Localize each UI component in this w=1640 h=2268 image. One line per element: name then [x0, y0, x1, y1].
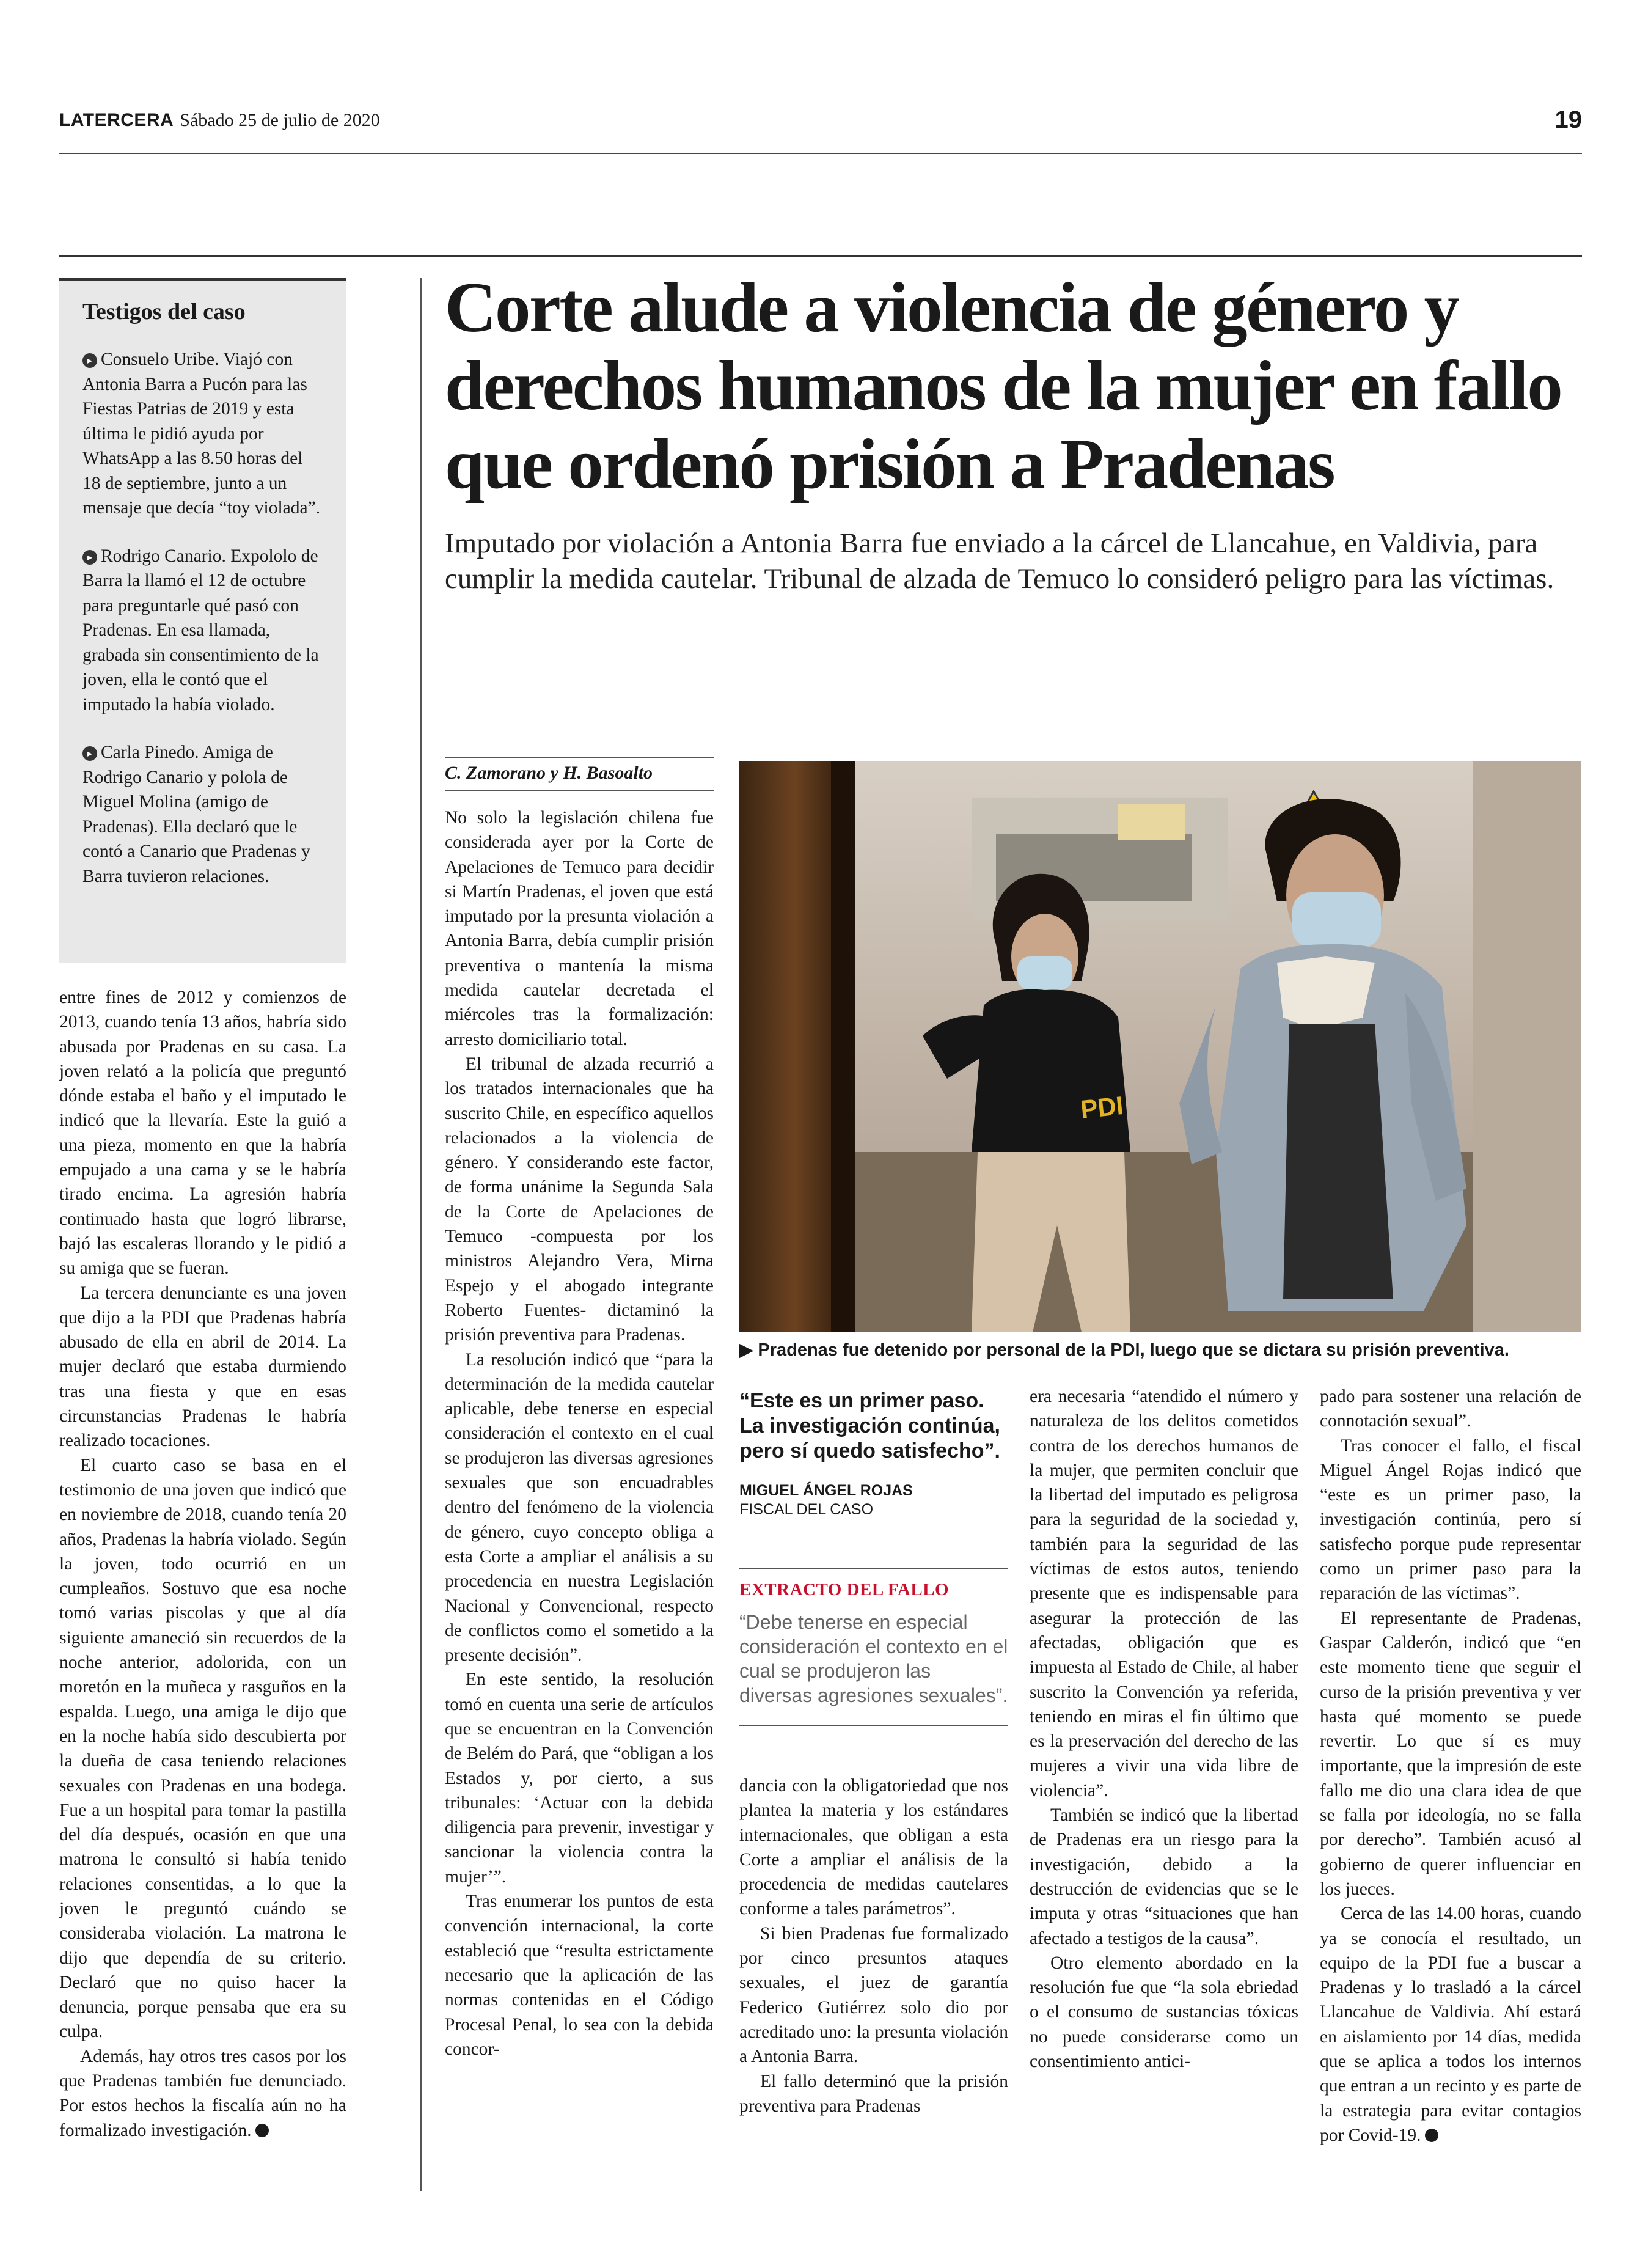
caption-arrow-icon: ▶ [739, 1340, 758, 1360]
header-rule [59, 153, 1582, 154]
paragraph: El cuarto caso se basa en el testimonio de una joven que indicó que en noviembre de 2018, cuando tenía 20 años, Pradenas la habría violado. Según la joven, todo ocurrió en un cumpleaños. Sostuvo que esa noche tomó varias piscolas y que al día siguiente amaneció sin recuerdos de la noche anterior, adolorida, con un moretón en la muñeca y rasguños en la espalda. Luego, una amiga le dijo que en la noche había sido descubierta por la dueña de casa teniendo relaciones sexuales con Pradenas en una bodega. Fue a un hospital para tomar la pastilla del día después, ocasión en que una matrona le consultó si había tenido relaciones consentidas, a lo que la joven le preguntó cuándo se consideraba violación. La matrona le dijo que dependía de su criterio. Declaró que no quiso hacer la denuncia, porque pensaba que era su culpa. [59, 1455, 346, 2042]
sidebar-title: Testigos del caso [82, 299, 246, 325]
paragraph: era necesaria “atendido el número y naturaleza de los delitos cometidos contra de los derechos humanos de la mujer, que permiten concluir que la libertad del imputado es peligrosa para la seguridad de la sociedad y, también para la seguridad de las víctimas de estos autos, teniendo presente que es indispensable para asegurar la protección de las afectadas, obligación que es impuesta al Estado de Chile, al haber suscrito la Convención ya referida, teniendo en miras el fin último que es la preservación del derecho de las mujeres a vivir una vida libre de violencia”. [1030, 1387, 1298, 1800]
article-column-2 [445, 806, 714, 2061]
article-column-3 [739, 1774, 1008, 2118]
paragraph: Cerca de las 14.00 horas, cuando ya se conocía el resultado, un equipo de la PDI fue a buscar a Pradenas y lo trasladó a la cárcel Llancahue de Valdivia. Ahí estará en aislamiento por 14 días, medida que se aplica a todos los internos que entran a un recinto y es parte de la estrategia para evitar contagios por Covid-19. [1320, 1904, 1581, 2145]
column-divider [420, 278, 422, 2191]
paragraph: Tras conocer el fallo, el fiscal Miguel Ángel Rojas indicó que “este es un primer paso, la investigación continúa, pero sí satisfecho porque pude representar como un primer paso para la reparación de las víctimas”. [1320, 1436, 1581, 1604]
paragraph: El fallo determinó que la prisión preventiva para Pradenas [739, 2071, 1008, 2116]
witnesses-sidebar [59, 278, 346, 963]
ruling-extract [739, 1568, 1008, 1726]
article-column-4 [1030, 1384, 1298, 2074]
pdi-vest-label: PDI [1079, 1090, 1125, 1124]
paragraph: dancia con la obligatoriedad que nos plantea la materia y los estándares internacionales, que obligan a esta Corte a ampliar el análisis de la procedencia de medidas cautelares conforme a tales parámetros”. [739, 1776, 1008, 1919]
photo-caption: ▶ Pradenas fue detenido por personal de la PDI, luego que se dictara su prisión preventiva. [739, 1340, 1509, 1360]
newspaper-brand: LATERCERA [59, 110, 174, 130]
sidebar-entry: ▸ Rodrigo Canario. Expololo de Barra la llamó el 12 de octubre para preguntarle qué pasó con Pradenas. En esa llamada, grabada sin consentimiento de la joven, ella le contó que el imputado la había violado. [82, 546, 319, 714]
paragraph: Tras enumerar los puntos de esta convención internacional, la corte estableció que “resulta estrictamente necesario que la aplicación de las normas contenidas en el Código Procesal Penal, lo sea con la debida concor- [445, 1892, 714, 2059]
paragraph: Otro elemento abordado en la resolución fue que “la sola ebriedad o el consumo de sustancias tóxicas no puede considerarse como un consentimiento antici- [1030, 1953, 1298, 2072]
paragraph: En este sentido, la resolución tomó en cuenta una serie de artículos que se encuentran en la Convención de Belém do Pará, que “obligan a los Estados y, por cierto, a sus tribunales: ‘Actuar con la debida diligencia para prevenir, investigar y sancionar la violencia contra la mujer’”. [445, 1670, 714, 1887]
pull-quote-text: “Este es un primer paso. La investigación continúa, pero sí quedo satisfecho”. [739, 1389, 1000, 1462]
paragraph: entre fines de 2012 y comienzos de 2013, cuando tenía 13 años, habría sido abusada por Pradenas en su casa. La joven relató a la policía que preguntó dónde estaba el baño y el imputado le indicó que la llevaría. Este la guió a una pieza, momento en que la habría empujado a una cama y se le habría tirado encima. La agresión habría continuado hasta que logró librarse, bajó las escaleras llorando y le pidió a su amiga que se fueran. [59, 988, 346, 1279]
paragraph: No solo la legislación chilena fue considerada ayer por la Corte de Apelaciones de Temuco para decidir si Martín Pradenas, el joven que está imputado por la presunta violación a Antonia Barra, debía cumplir prisión preventiva o mantenía la misma medida cautelar decretada el miércoles tras la formalización: arresto domiciliario total. [445, 808, 714, 1049]
arrow-bullet-icon: ▸ [82, 746, 97, 761]
subheadline: Imputado por violación a Antonia Barra fue enviado a la cárcel de Llancahue, en Valdivia, para cumplir la medida cautelar. Tribunal de alzada de Temuco lo consideró peligro para las víctimas. [445, 527, 1554, 595]
photo-illustration [739, 761, 1581, 1332]
paragraph: El tribunal de alzada recurrió a los tratados internacionales que ha suscrito Chile, en específico aquellos relacionados a la violencia de género. Y considerando este factor, de forma unánime la Segunda Sala de la Corte de Apelaciones de Temuco -compuesta por los ministros Alejandro Vera, Mirna Espejo y el abogado integrante Roberto Fuentes- dictaminó la prisión preventiva para Pradenas. [445, 1054, 714, 1345]
paragraph: pado para sostener una relación de connotación sexual”. [1320, 1387, 1581, 1431]
end-of-article-icon [1425, 2129, 1438, 2142]
paragraph: El representante de Pradenas, Gaspar Calderón, indicó que “en este momento tiene que seguir el curso de la prisión preventiva y ver hasta qué momento se puede revertir. Lo que sí es muy importante, que la impresión de este fallo me dio una clara idea de que se falla por ideología, no se falla por derecho”. También acusó al gobierno de querer influenciar en los jueces. [1320, 1608, 1581, 1899]
paragraph: Si bien Pradenas fue formalizado por cinco presuntos ataques sexuales, el juez de garantía Federico Gutiérrez solo dio por acreditado uno: la presunta violación a Antonia Barra. [739, 1923, 1008, 2067]
sidebar-entry: ▸ Carla Pinedo. Amiga de Rodrigo Canario y polola de Miguel Molina (amigo de Pradenas). Ella declaró que le contó a Canario que Pradenas y Barra tuvieron relaciones. [82, 743, 310, 886]
sidebar-entry: ▸ Consuelo Uribe. Viajó con Antonia Barra a Pucón para las Fiestas Patrias de 2019 y esta última le pidió ayuda por WhatsApp a las 8.50 horas del 18 de septiembre, junto a un mensaje que decía “toy violada”. [82, 350, 321, 518]
paragraph: También se indicó que la libertad de Pradenas era un riesgo para la investigación, debido a la destrucción de evidencias que se le imputa y otras “situaciones que han afectado a testigos de la causa”. [1030, 1805, 1298, 1948]
issue-date: Sábado 25 de julio de 2020 [180, 110, 380, 130]
arrow-bullet-icon: ▸ [82, 550, 97, 565]
article-column-5 [1320, 1384, 1581, 2148]
paragraph: Además, hay otros tres casos por los que Pradenas también fue denunciado. Por estos hechos la fiscalía aún no ha formalizado investigación. [59, 2046, 346, 2140]
news-photo [739, 761, 1581, 1332]
arrow-bullet-icon: ▸ [82, 353, 97, 368]
page-number: 19 [1554, 106, 1582, 133]
section-rule [59, 255, 1582, 257]
paragraph: La resolución indicó que “para la determinación de la medida cautelar aplicable, debe tenerse en especial consideración el contexto en el cual se produjeron las diversas agresiones sexuales que son encuadrables dentro del fenómeno de la violencia de género, cuyo concepto obliga a esta Corte a ampliar el análisis a su procedencia en nuestra Legislación Nacional y Convencional, respecto de conflictos como el sometido a la presente decisión”. [445, 1349, 714, 1665]
extract-text: “Debe tenerse en especial consideración el contexto en el cual se produjeron las diversas agresiones sexuales”. [739, 1611, 1008, 1706]
quote-author: MIGUEL ÁNGEL ROJAS [739, 1482, 913, 1499]
quote-author-role: FISCAL DEL CASO [739, 1501, 874, 1518]
byline: C. Zamorano y H. Basoalto [445, 757, 714, 791]
pull-quote [739, 1389, 1008, 1519]
end-of-article-icon [255, 2124, 269, 2137]
headline: Corte alude a violencia de género y derechos humanos de la mujer en fallo que ordenó prisión a Pradenas [445, 268, 1562, 504]
article-column-1 [59, 985, 346, 2143]
extract-label: EXTRACTO DEL FALLO [739, 1580, 950, 1599]
page-header [59, 106, 1582, 147]
paragraph: La tercera denunciante es una joven que dijo a la PDI que Pradenas habría abusado de ella en abril de 2014. La mujer declaró que estaba durmiendo tras una fiesta y que en esas circunstancias Pradenas le habría realizado tocaciones. [59, 1283, 346, 1451]
